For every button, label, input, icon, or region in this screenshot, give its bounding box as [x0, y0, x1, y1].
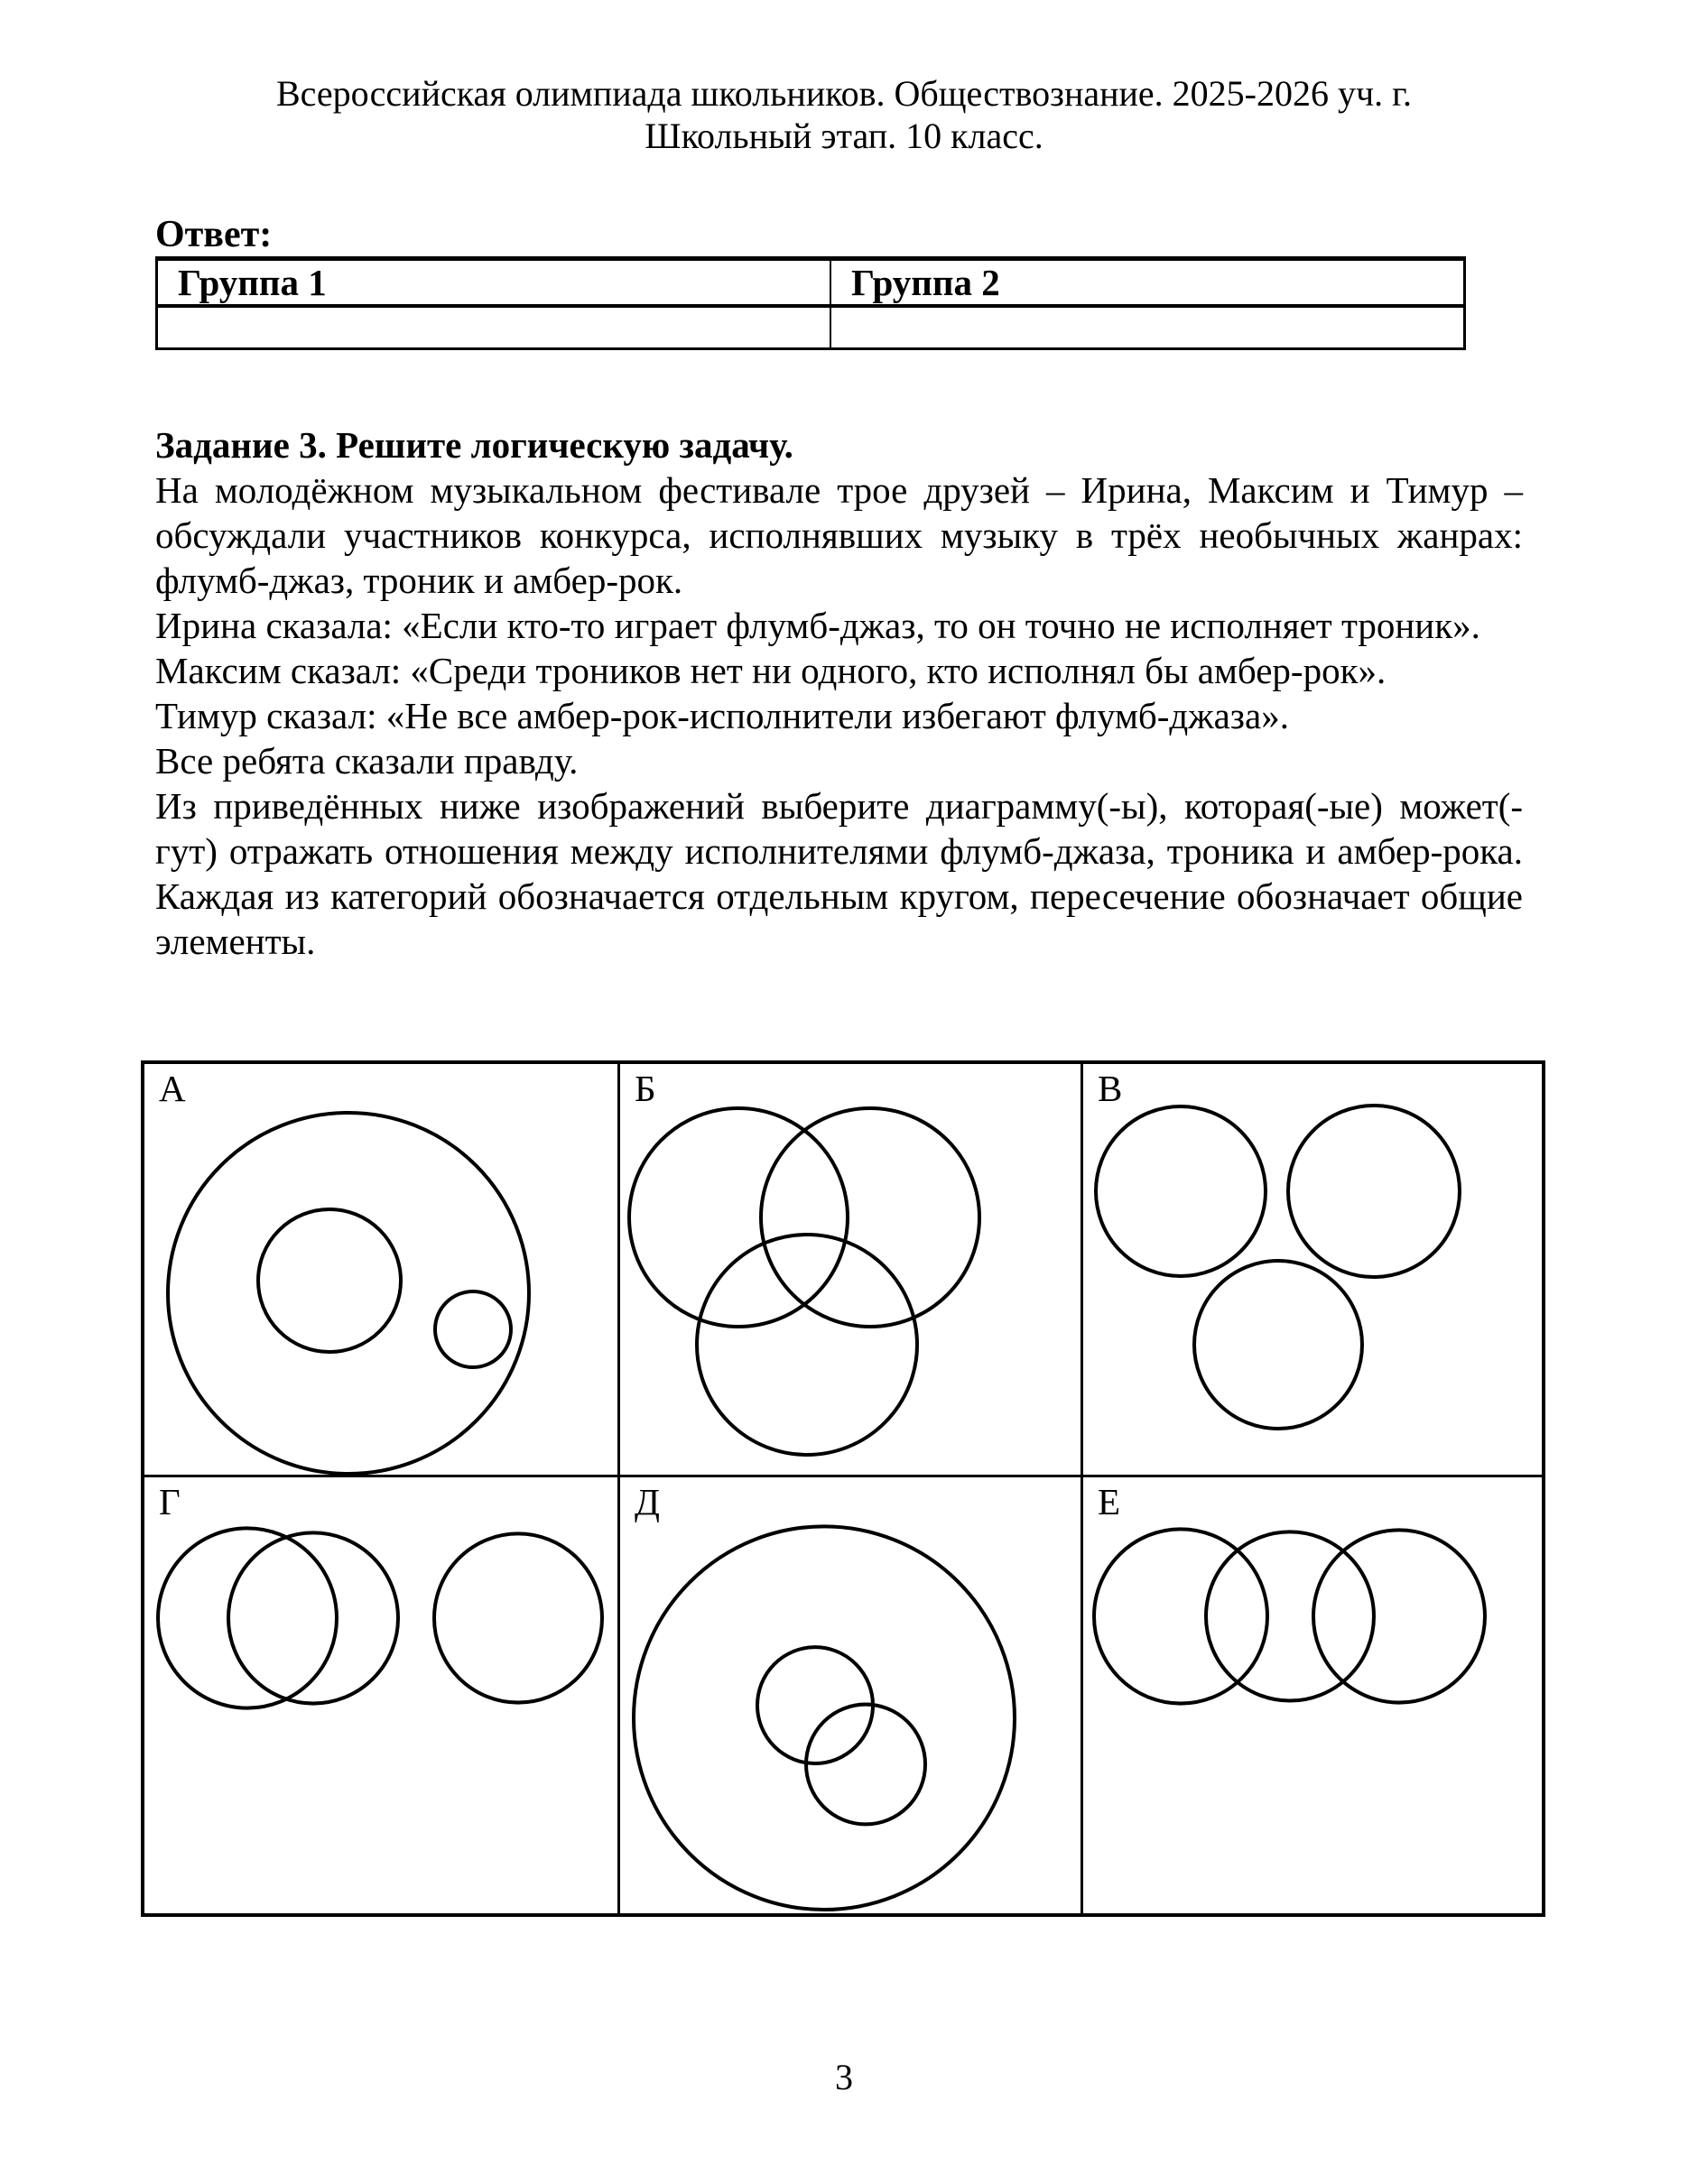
diagram-panel-d [620, 1477, 1083, 1913]
task-paragraph-1: На молодёжном музыкальном фестивале трое друзей – Ирина, Максим и Тимур – обсуждали участников конкурса, исполнявших музыку в трёх необычных жанрах: флумб-джаз, троник и амбер-рок. [155, 469, 1523, 601]
venn-circle [1194, 1261, 1362, 1429]
diagram-panel-a [144, 1064, 620, 1477]
task-paragraph-4: Тимур сказал: «Не все амбер-рок-исполнители избегают флумб-джаза». [155, 695, 1289, 736]
venn-circle [158, 1528, 337, 1707]
panel-label-a: А [159, 1068, 186, 1109]
page-header [0, 72, 1688, 157]
diagram-panel-v [1083, 1064, 1542, 1477]
task-paragraph-6: Из приведённых ниже изображений выберите диаграмму(-ы), которая(-ые) может(-гут) отражать отношения между исполнителями флумб-джаза, троника и амбер-рока. Каждая из категорий обозначается отдельным кругом, пересечение обозначает общие элементы. [155, 785, 1523, 962]
answer-cell-group1[interactable] [157, 306, 831, 349]
task-paragraph-3: Максим сказал: «Среди троников нет ни одного, кто исполнял бы амбер-рок». [155, 650, 1387, 691]
venn-circle [1313, 1530, 1485, 1702]
venn-circle [697, 1235, 917, 1455]
answer-col-header-group1: Группа 1 [157, 259, 831, 307]
answer-col-header-group2: Группа 2 [830, 259, 1465, 307]
task-paragraph-5: Все ребята сказали правду. [155, 740, 579, 782]
venn-circle [1206, 1532, 1374, 1700]
page-number: 3 [835, 2057, 853, 2097]
diagram-panel-b [620, 1064, 1083, 1477]
diagram-panel-e [1083, 1477, 1542, 1913]
answer-table [155, 256, 1466, 350]
diagram-grid [141, 1060, 1545, 1917]
header-line-2: Школьный этап. 10 класс. [645, 116, 1043, 156]
diagram-panel-g [144, 1477, 620, 1913]
venn-circle [1288, 1106, 1460, 1277]
panel-label-b: Б [635, 1068, 656, 1109]
venn-circle [435, 1291, 511, 1367]
task-paragraph-2: Ирина сказала: «Если кто-то играет флумб-джаз, то он точно не исполняет троник». [155, 605, 1480, 646]
venn-circle [629, 1108, 848, 1327]
venn-circle [1094, 1529, 1267, 1703]
answer-cell-group2[interactable] [830, 306, 1465, 349]
venn-diagram-e [1083, 1477, 1542, 1913]
task-section [155, 422, 1523, 964]
panel-label-v: В [1098, 1068, 1123, 1109]
venn-diagram-g [144, 1477, 617, 1913]
venn-circle [1096, 1106, 1266, 1276]
venn-circle [434, 1533, 602, 1702]
answer-input-row [157, 306, 1465, 349]
task-title: Задание 3. Решите логическую задачу. [155, 424, 793, 466]
venn-diagram-v [1083, 1064, 1542, 1475]
venn-circle [761, 1108, 979, 1327]
header-line-1: Всероссийская олимпиада школьников. Обществознание. 2025-2026 уч. г. [275, 73, 1413, 114]
panel-label-g: Г [159, 1481, 181, 1522]
answer-label: Ответ: [155, 214, 273, 255]
panel-label-d: Д [635, 1481, 660, 1522]
venn-circle [634, 1526, 1015, 1910]
venn-diagram-b [620, 1064, 1081, 1475]
venn-diagram-a [144, 1064, 617, 1475]
venn-diagram-d [620, 1477, 1081, 1913]
answer-header-row [157, 259, 1465, 307]
venn-circle [258, 1209, 401, 1352]
panel-label-e: Е [1098, 1481, 1121, 1522]
